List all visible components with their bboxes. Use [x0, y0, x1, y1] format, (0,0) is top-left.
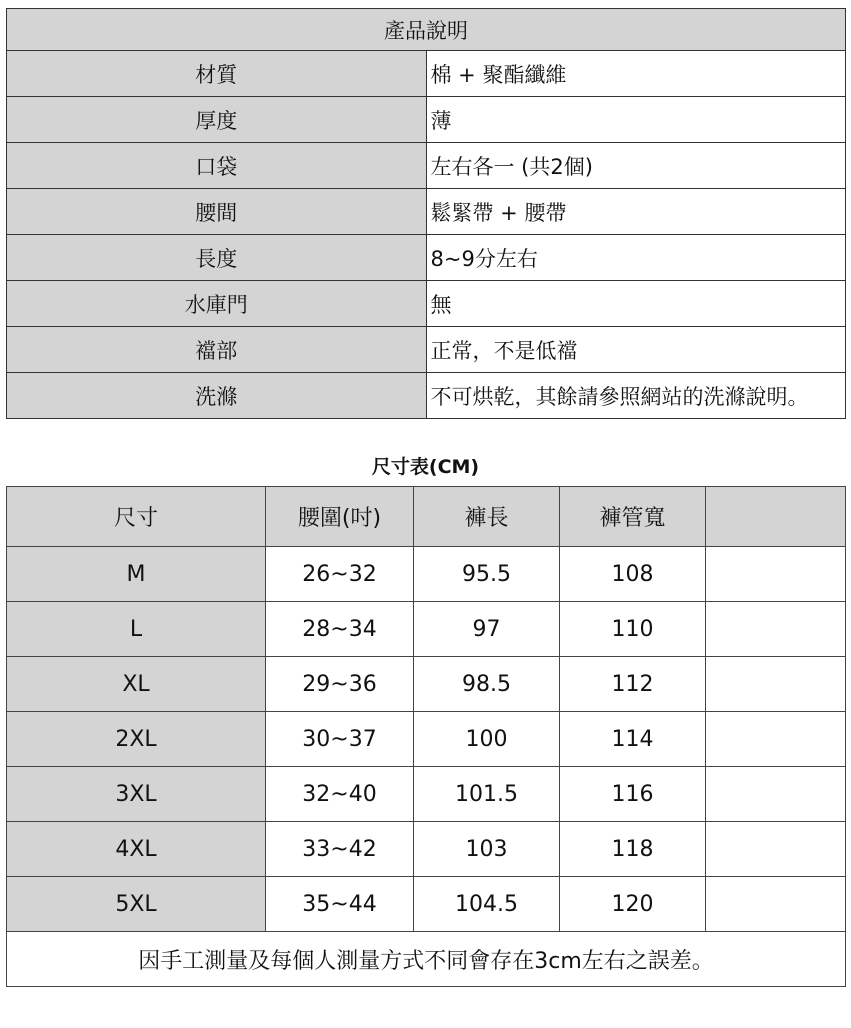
info-row	[7, 327, 846, 373]
hem-width-cell: 112	[560, 657, 706, 712]
size-cell: L	[7, 602, 266, 657]
column-header-empty	[706, 487, 846, 547]
info-value: 無	[426, 281, 846, 327]
info-value: 薄	[426, 97, 846, 143]
waist-cell: 35~44	[266, 877, 414, 932]
product-info-table	[6, 8, 846, 419]
table-row	[7, 547, 846, 602]
length-cell: 95.5	[414, 547, 560, 602]
info-row	[7, 235, 846, 281]
table-row	[7, 877, 846, 932]
info-label: 長度	[7, 235, 427, 281]
info-label: 材質	[7, 51, 427, 97]
column-header: 腰圍(吋)	[266, 487, 414, 547]
info-row	[7, 189, 846, 235]
info-row	[7, 373, 846, 419]
info-label: 水庫門	[7, 281, 427, 327]
size-cell: 5XL	[7, 877, 266, 932]
table-row	[7, 712, 846, 767]
hem-width-cell: 116	[560, 767, 706, 822]
empty-cell	[706, 712, 846, 767]
empty-cell	[706, 877, 846, 932]
length-cell: 101.5	[414, 767, 560, 822]
length-cell: 104.5	[414, 877, 560, 932]
table-row	[7, 767, 846, 822]
table-row	[7, 602, 846, 657]
empty-cell	[706, 822, 846, 877]
product-info-title: 產品說明	[7, 9, 846, 51]
waist-cell: 28~34	[266, 602, 414, 657]
info-value: 鬆緊帶 + 腰帶	[426, 189, 846, 235]
waist-cell: 33~42	[266, 822, 414, 877]
length-cell: 98.5	[414, 657, 560, 712]
waist-cell: 32~40	[266, 767, 414, 822]
waist-cell: 30~37	[266, 712, 414, 767]
table-row	[7, 657, 846, 712]
info-row	[7, 51, 846, 97]
length-cell: 97	[414, 602, 560, 657]
info-label: 厚度	[7, 97, 427, 143]
info-label: 洗滌	[7, 373, 427, 419]
info-row	[7, 281, 846, 327]
info-label: 口袋	[7, 143, 427, 189]
info-value: 正常，不是低襠	[426, 327, 846, 373]
size-cell: 2XL	[7, 712, 266, 767]
info-value: 8~9分左右	[426, 235, 846, 281]
hem-width-cell: 108	[560, 547, 706, 602]
size-cell: 3XL	[7, 767, 266, 822]
hem-width-cell: 118	[560, 822, 706, 877]
empty-cell	[706, 767, 846, 822]
waist-cell: 29~36	[266, 657, 414, 712]
info-label: 腰間	[7, 189, 427, 235]
info-value: 棉 + 聚酯纖維	[426, 51, 846, 97]
empty-cell	[706, 602, 846, 657]
measurement-note: 因手工測量及每個人測量方式不同會存在3cm左右之誤差。	[7, 932, 846, 987]
info-value: 不可烘乾，其餘請參照網站的洗滌說明。	[426, 373, 846, 419]
empty-cell	[706, 657, 846, 712]
empty-cell	[706, 547, 846, 602]
size-cell: XL	[7, 657, 266, 712]
note-row	[7, 932, 846, 987]
size-cell: 4XL	[7, 822, 266, 877]
column-header: 褲管寬	[560, 487, 706, 547]
hem-width-cell: 114	[560, 712, 706, 767]
size-cell: M	[7, 547, 266, 602]
column-header: 尺寸	[7, 487, 266, 547]
length-cell: 100	[414, 712, 560, 767]
column-header: 褲長	[414, 487, 560, 547]
info-value: 左右各一 (共2個)	[426, 143, 846, 189]
length-cell: 103	[414, 822, 560, 877]
info-row	[7, 97, 846, 143]
size-header-row	[7, 487, 846, 547]
info-row	[7, 143, 846, 189]
waist-cell: 26~32	[266, 547, 414, 602]
size-chart-table	[6, 486, 846, 987]
hem-width-cell: 110	[560, 602, 706, 657]
table-row	[7, 822, 846, 877]
hem-width-cell: 120	[560, 877, 706, 932]
size-chart-title: 尺寸表(CM)	[371, 456, 480, 478]
info-label: 襠部	[7, 327, 427, 373]
